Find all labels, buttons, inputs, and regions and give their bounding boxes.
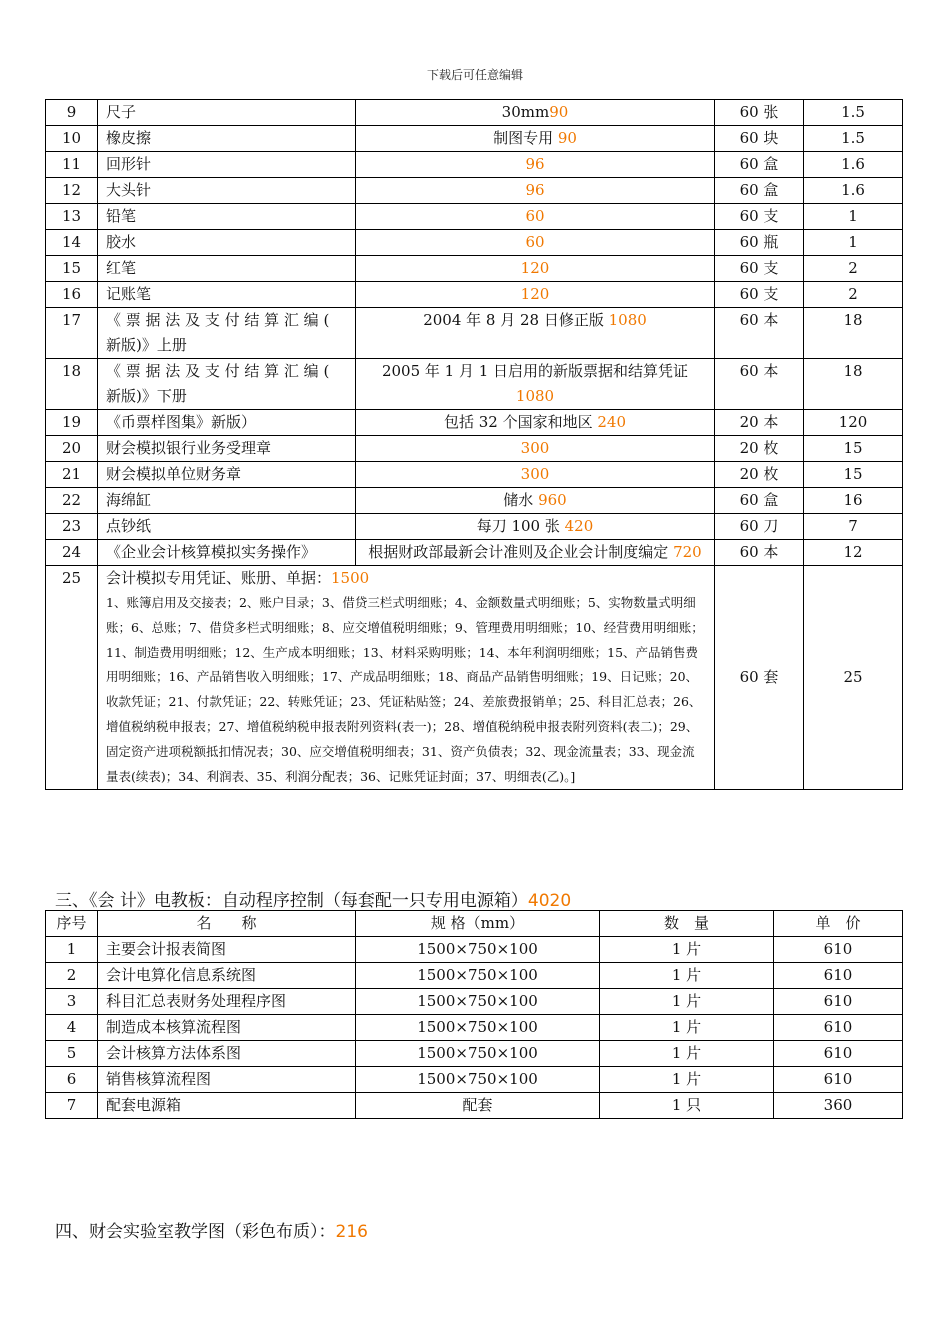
item-name: 记账笔 <box>98 282 356 308</box>
total-price: 240 <box>597 413 627 431</box>
table-row <box>46 308 903 359</box>
total-price: 420 <box>564 517 594 535</box>
quantity: 60 套 <box>715 566 804 790</box>
table-row <box>46 359 903 410</box>
item-name: 胶水 <box>98 230 356 256</box>
item-name: 主要会计报表简图 <box>98 937 356 963</box>
total-price: 960 <box>538 491 567 509</box>
unit-price: 1.6 <box>804 178 903 204</box>
item-name: 科目汇总表财务处理程序图 <box>98 989 356 1015</box>
item-spec <box>356 462 715 488</box>
unit-price: 1.5 <box>804 100 903 126</box>
item-spec <box>356 359 715 410</box>
unit-price: 610 <box>774 989 903 1015</box>
quantity: 60 盒 <box>715 488 804 514</box>
spec-text: 包括 32 个国家和地区 <box>443 413 598 431</box>
item-spec: 1500×750×100 <box>356 1015 600 1041</box>
row-number: 18 <box>46 359 98 410</box>
table-row <box>46 256 903 282</box>
item-spec: 1500×750×100 <box>356 989 600 1015</box>
row-number: 15 <box>46 256 98 282</box>
item-spec <box>356 436 715 462</box>
unit-price: 610 <box>774 937 903 963</box>
table-row <box>46 937 903 963</box>
header-qty: 数 量 <box>600 911 774 937</box>
unit-price: 1 <box>804 230 903 256</box>
unit-price: 1 <box>804 204 903 230</box>
table-row <box>46 1093 903 1119</box>
boards-table <box>45 910 903 1119</box>
spec-text: 2005 年 1 月 1 日启用的新版票据和结算凭证 <box>381 362 689 380</box>
item-name: 尺子 <box>98 100 356 126</box>
item-spec: 1500×750×100 <box>356 963 600 989</box>
quantity: 60 支 <box>715 204 804 230</box>
item-spec <box>356 256 715 282</box>
spec-text: 每刀 100 张 <box>476 517 565 535</box>
table-row <box>46 540 903 566</box>
row-number: 21 <box>46 462 98 488</box>
total-price: 120 <box>520 259 550 277</box>
table-row <box>46 1041 903 1067</box>
total-price: 720 <box>673 543 702 561</box>
unit-price: 2 <box>804 256 903 282</box>
quantity: 1 片 <box>600 989 774 1015</box>
forms-detail: 1、账簿启用及交接表；2、账户目录；3、借贷三栏式明细账；4、金额数量式明细账；5、实物数量式明细账；6、总账；7、借贷多栏式明细账；8、应交增值税明细账；9、管理费用明细账；10、经营费用明细账；11、制造费用明细账；12、生产成本明细账；13、材料采购明账；14、本年利润明细账；15、产品销售费用明细账；16、产品销售收入明细账；17、产成品明细账；18、商品产品销售明细账；19、日记账；20、收款凭证；21、付款凭证；22、转账凭证；23、凭证粘贴签；24、差旅费报销单；25、科目汇总表；26、增值税纳税申报表；27、增值税纳税申报表附列资料(表一)；28、增值税纳税申报表附列资料(表二)；29、固定资产进项税额抵扣情况表；30、应交增值税明细表；31、资产负债表；32、现金流量表；33、现金流量表(续表)；34、利润表、35、利润分配表；36、记账凭证封面；37、明细表(乙)。] <box>106 595 704 784</box>
unit-price: 12 <box>804 540 903 566</box>
item-spec <box>356 126 715 152</box>
unit-price: 18 <box>804 359 903 410</box>
item-name: 《 票 据 法 及 支 付 结 算 汇 编 ( 新版)》上册 <box>98 308 356 359</box>
item-spec <box>356 204 715 230</box>
item-name: 会计电算化信息系统图 <box>98 963 356 989</box>
header-row <box>46 911 903 937</box>
item-spec <box>356 540 715 566</box>
total-price: 96 <box>525 181 545 199</box>
item-spec <box>356 230 715 256</box>
quantity: 60 刀 <box>715 514 804 540</box>
quantity: 1 片 <box>600 1067 774 1093</box>
spec-text: 30mm <box>501 103 550 121</box>
section-4-title: 四、财会实验室教学图（彩色布质）：216 <box>55 1222 368 1242</box>
quantity: 60 张 <box>715 100 804 126</box>
forms-title: 会计模拟专用凭证、账册、单据： <box>106 569 332 587</box>
item-spec <box>356 514 715 540</box>
item-name: 销售核算流程图 <box>98 1067 356 1093</box>
table-row <box>46 963 903 989</box>
quantity: 1 片 <box>600 963 774 989</box>
item-spec <box>356 100 715 126</box>
total-price: 1080 <box>608 311 647 329</box>
table-row <box>46 100 903 126</box>
quantity: 20 枚 <box>715 436 804 462</box>
item-name: 点钞纸 <box>98 514 356 540</box>
item-name: 橡皮擦 <box>98 126 356 152</box>
item-name: 制造成本核算流程图 <box>98 1015 356 1041</box>
unit-price: 2 <box>804 282 903 308</box>
quantity: 1 片 <box>600 1041 774 1067</box>
row-number: 12 <box>46 178 98 204</box>
forms-price: 1500 <box>331 569 370 587</box>
total-price: 60 <box>525 233 545 251</box>
unit-price: 610 <box>774 963 903 989</box>
item-name: 会计核算方法体系图 <box>98 1041 356 1067</box>
quantity: 60 本 <box>715 308 804 359</box>
quantity: 20 本 <box>715 410 804 436</box>
table-row <box>46 204 903 230</box>
section-3-title: 三、《会 计》电教板：自动程序控制（每套配一只专用电源箱）4020 <box>55 891 572 911</box>
row-number: 3 <box>46 989 98 1015</box>
row-number: 16 <box>46 282 98 308</box>
item-spec <box>356 178 715 204</box>
row-number: 25 <box>46 566 98 790</box>
unit-price: 25 <box>804 566 903 790</box>
unit-price: 360 <box>774 1093 903 1119</box>
item-spec <box>356 488 715 514</box>
row-number: 22 <box>46 488 98 514</box>
item-name: 《 票 据 法 及 支 付 结 算 汇 编 ( 新版)》下册 <box>98 359 356 410</box>
row-number: 4 <box>46 1015 98 1041</box>
unit-price: 610 <box>774 1067 903 1093</box>
row-number: 17 <box>46 308 98 359</box>
row-number: 13 <box>46 204 98 230</box>
item-name: 《企业会计核算模拟实务操作》 <box>98 540 356 566</box>
header-no: 序号 <box>46 911 98 937</box>
unit-price: 15 <box>804 436 903 462</box>
total-price: 300 <box>520 465 550 483</box>
unit-price: 15 <box>804 462 903 488</box>
unit-price: 1.6 <box>804 152 903 178</box>
supplies-table <box>45 99 903 790</box>
total-price: 1080 <box>515 387 555 405</box>
table-row <box>46 566 903 790</box>
unit-price: 120 <box>804 410 903 436</box>
item-spec: 1500×750×100 <box>356 1041 600 1067</box>
table-row <box>46 514 903 540</box>
row-number: 1 <box>46 937 98 963</box>
item-spec <box>356 308 715 359</box>
table-row <box>46 989 903 1015</box>
table-row <box>46 230 903 256</box>
row-number: 11 <box>46 152 98 178</box>
quantity: 60 盒 <box>715 152 804 178</box>
quantity: 60 支 <box>715 256 804 282</box>
item-spec: 配套 <box>356 1093 600 1119</box>
unit-price: 16 <box>804 488 903 514</box>
unit-price: 18 <box>804 308 903 359</box>
item-name: 《币票样图集》新版） <box>98 410 356 436</box>
quantity: 1 片 <box>600 1015 774 1041</box>
unit-price: 7 <box>804 514 903 540</box>
item-spec <box>356 152 715 178</box>
item-name: 回形针 <box>98 152 356 178</box>
row-number: 23 <box>46 514 98 540</box>
header-name: 名 称 <box>98 911 356 937</box>
header-unit: 单 价 <box>774 911 903 937</box>
unit-price: 610 <box>774 1015 903 1041</box>
quantity: 60 本 <box>715 540 804 566</box>
quantity: 1 片 <box>600 937 774 963</box>
spec-text: 根据财政部最新会计准则及企业会计制度编定 <box>368 543 674 561</box>
total-price: 96 <box>525 155 545 173</box>
item-name: 铅笔 <box>98 204 356 230</box>
table-row <box>46 462 903 488</box>
item-name: 配套电源箱 <box>98 1093 356 1119</box>
total-price: 300 <box>520 439 550 457</box>
row-number: 19 <box>46 410 98 436</box>
table-row <box>46 436 903 462</box>
quantity: 60 本 <box>715 359 804 410</box>
item-spec: 1500×750×100 <box>356 937 600 963</box>
row-number: 14 <box>46 230 98 256</box>
header-note: 下载后可任意编辑 <box>426 68 523 82</box>
spec-text: 制图专用 <box>493 129 558 147</box>
total-price: 120 <box>520 285 550 303</box>
forms-cell <box>98 566 715 790</box>
quantity: 60 瓶 <box>715 230 804 256</box>
row-number: 2 <box>46 963 98 989</box>
table-row <box>46 282 903 308</box>
unit-price: 610 <box>774 1041 903 1067</box>
header-spec: 规 格（mm） <box>356 911 600 937</box>
quantity: 60 块 <box>715 126 804 152</box>
row-number: 7 <box>46 1093 98 1119</box>
row-number: 20 <box>46 436 98 462</box>
spec-text: 储水 <box>503 491 539 509</box>
row-number: 6 <box>46 1067 98 1093</box>
quantity: 20 枚 <box>715 462 804 488</box>
item-spec <box>356 282 715 308</box>
total-price: 60 <box>525 207 545 225</box>
row-number: 5 <box>46 1041 98 1067</box>
row-number: 10 <box>46 126 98 152</box>
item-name: 财会模拟银行业务受理章 <box>98 436 356 462</box>
item-name: 红笔 <box>98 256 356 282</box>
item-spec <box>356 410 715 436</box>
item-spec: 1500×750×100 <box>356 1067 600 1093</box>
spec-text: 2004 年 8 月 28 日修正版 <box>423 311 609 329</box>
item-name: 海绵缸 <box>98 488 356 514</box>
total-price: 90 <box>557 129 577 147</box>
section-3-price: 4020 <box>527 891 572 911</box>
table-row <box>46 410 903 436</box>
quantity: 60 支 <box>715 282 804 308</box>
row-number: 24 <box>46 540 98 566</box>
table-row <box>46 1015 903 1041</box>
table-row <box>46 178 903 204</box>
total-price: 90 <box>549 103 569 121</box>
section-4-price: 216 <box>335 1222 368 1242</box>
unit-price: 1.5 <box>804 126 903 152</box>
table-row <box>46 126 903 152</box>
row-number: 9 <box>46 100 98 126</box>
table-row <box>46 152 903 178</box>
table-row <box>46 1067 903 1093</box>
quantity: 60 盒 <box>715 178 804 204</box>
item-name: 财会模拟单位财务章 <box>98 462 356 488</box>
table-row <box>46 488 903 514</box>
item-name: 大头针 <box>98 178 356 204</box>
quantity: 1 只 <box>600 1093 774 1119</box>
